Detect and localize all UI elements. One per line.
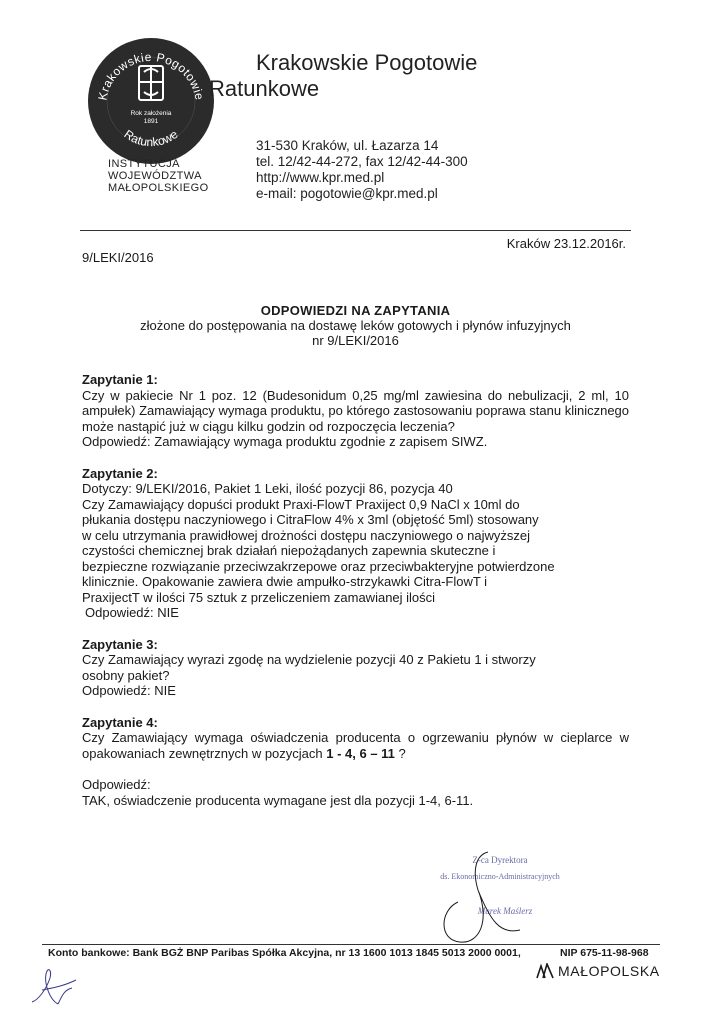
logo-founded-year: 1891 (143, 118, 159, 125)
question-1 (82, 372, 629, 450)
question-4 (82, 715, 629, 809)
institution-label (108, 158, 209, 194)
logo-bottom-text: Ratunkowe (121, 126, 181, 150)
title-sub1: złożone do postępowania na dostawę leków gotowych i płynów infuzyjnych (140, 318, 571, 333)
answer-text: TAK, oświadczenie producenta wymagane jest dla pozycji 1-4, 6-11. (82, 792, 474, 808)
question-line: PraxijectT w ilości 75 sztuk z przeliczeniem zamawianej ilości (82, 589, 436, 605)
handwritten-signature (444, 852, 520, 942)
question-3 (82, 637, 629, 699)
logo-arc-text: Krakowskie Pogotowie (95, 49, 207, 102)
answer-label: Odpowiedź: (82, 777, 151, 792)
question-line: Czy Zamawiający wyrazi zgodę na wydzielenie pozycji 40 z Pakietu 1 i stworzy (82, 652, 536, 667)
title-sub2: nr 9/LEKI/2016 (312, 333, 399, 348)
question-line: płukania dostępu naczyniowego i CitraFlow 4% x 3ml (objętość 5ml) stosowany (82, 512, 539, 527)
malopolska-mark-icon (536, 963, 554, 979)
question-line: czystości chemicznej brak działań niepożądanych zapewnia skuteczne i (82, 543, 496, 558)
tax-id: NIP 675-11-98-968 (560, 947, 649, 959)
answer-text: Odpowiedź: Zamawiający wymaga produktu zgodnie z zapisem SIWZ. (82, 434, 488, 449)
organization-name-line1: Krakowskie Pogotowie (256, 50, 478, 75)
logo-founded-label: Rok założenia (130, 110, 172, 117)
contact-email: e-mail: pogotowie@kpr.med.pl (256, 186, 438, 201)
contact-block (256, 138, 468, 202)
document-reference: 9/LEKI/2016 (82, 250, 154, 265)
question-positions: 1 - 4, 6 – 11 (326, 745, 395, 761)
question-text-part: Czy Zamawiający wymaga oświadczenia producenta o ogrzewaniu płynów w cieplarce w opakowaniach zewnętrznych w pozycjach (82, 730, 629, 761)
question-heading: Zapytanie 3: (82, 636, 158, 652)
question-text-part: ? (394, 745, 406, 761)
organization-name-line2: Ratunkowe (209, 76, 320, 101)
contact-phone: tel. 12/42-44-272, fax 12/42-44-300 (256, 154, 468, 169)
document-date: Kraków 23.12.2016r. (506, 236, 626, 251)
footer-bank-info (48, 947, 668, 959)
institution-line: INSTYTUCJA (108, 158, 180, 170)
organization-logo (86, 36, 216, 166)
footer-divider (42, 944, 660, 945)
question-line: w celu utrzymania prawidłowej drożności dostępu naczyniowego o najwyższej (82, 527, 530, 543)
institution-line: WOJEWÓDZTWA (108, 170, 202, 182)
region-name: MAŁOPOLSKA (558, 963, 660, 979)
question-line: Dotyczy: 9/LEKI/2016, Pakiet 1 Leki, ilość pozycji 86, pozycja 40 (82, 481, 453, 496)
signature-department: ds. Ekonomiczno-Administracyjnych (440, 872, 560, 881)
bank-account: Konto bankowe: Bank BGŻ BNP Paribas Spółka Akcyjna, nr 13 1600 1013 1845 5013 2000 0001, (48, 947, 521, 959)
handwritten-initials (28, 960, 78, 1008)
question-text (82, 730, 629, 761)
signature-name: Marek Maślerz (477, 906, 533, 916)
answer-text: Odpowiedź: NIE (85, 605, 179, 620)
contact-website: http://www.kpr.med.pl (256, 170, 385, 185)
signature-title: Z-ca Dyrektora (472, 855, 528, 865)
header-divider (80, 230, 631, 231)
document-body (82, 372, 629, 824)
contact-address: 31-530 Kraków, ul. Łazarza 14 (256, 138, 439, 153)
question-line: osobny pakiet? (82, 667, 170, 683)
question-text: Czy w pakiecie Nr 1 poz. 12 (Budesonidum 0,25 mg/ml zawiesina do nebulizacji, 2 ml, 10 ampułek) Zamawiający wymaga produktu, po którego zastosowaniu poprawa stanu klinicznego może nastąpić już w ciągu kilku godzin od rozpoczęcia leczenia? (82, 387, 630, 434)
institution-line: MAŁOPOLSKIEGO (108, 182, 209, 194)
question-heading: Zapytanie 1: (82, 372, 158, 387)
document-title (80, 303, 631, 348)
question-2 (82, 466, 629, 621)
question-heading: Zapytanie 2: (82, 465, 158, 481)
question-heading: Zapytanie 4: (82, 714, 158, 730)
answer-text: Odpowiedź: NIE (82, 683, 176, 698)
question-line: bezpieczne rozwiązanie przeciwzakrzepowe oraz przeciwbakteryjne potwierdzone (82, 558, 555, 574)
title-main: ODPOWIEDZI NA ZAPYTANIA (260, 303, 451, 318)
question-line: Czy Zamawiający dopuści produkt Praxi-FlowT Praxiject 0,9 NaCl x 10ml do (82, 496, 520, 512)
region-logo (536, 963, 660, 979)
question-line: klinicznie. Opakowanie zawiera dwie ampułko-strzykawki Citra-FlowT i (82, 574, 488, 589)
organization-name (209, 50, 478, 102)
